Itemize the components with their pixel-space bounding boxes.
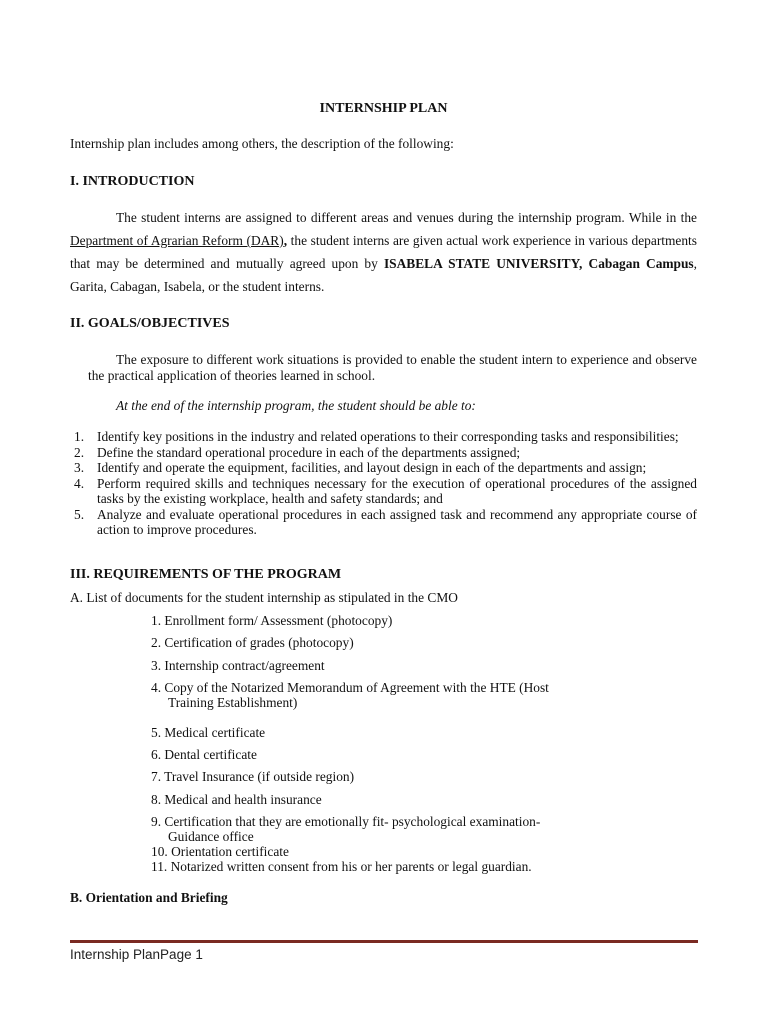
requirement-item: 5. Medical certificate (151, 725, 266, 740)
requirement-item-continued: Training Establishment) (168, 695, 298, 710)
requirement-item: 3. Internship contract/agreement (151, 658, 325, 673)
requirement-item: 6. Dental certificate (151, 747, 257, 762)
page-footer: Internship PlanPage 1 (70, 947, 203, 962)
list-item: 4. Perform required skills and techniques necessary for the execution of operational procedures of the assigned tasks by the existing workplace, health and safety standards; and (74, 475, 697, 506)
requirement-item-continued: Guidance office (168, 829, 254, 844)
requirement-item: 4. Copy of the Notarized Memorandum of Agreement with the HTE (Host (151, 680, 549, 695)
list-item: 5. Analyze and evaluate operational procedures in each assigned task and recommend any appropriate course of action to improve procedures. (74, 506, 697, 537)
requirement-item: 2. Certification of grades (photocopy) (151, 635, 354, 650)
intro-text-part1: The student interns are assigned to different areas and venues during the internship program. While in the (116, 210, 697, 225)
requirement-item: 7. Travel Insurance (if outside region) (151, 769, 355, 784)
intro-line: Internship plan includes among others, the description of the following: (70, 136, 454, 151)
requirement-item: 10. Orientation certificate (151, 844, 289, 859)
introduction-paragraph (70, 206, 697, 298)
requirement-item: 8. Medical and health insurance (151, 792, 322, 807)
objectives-list (70, 429, 697, 538)
list-item: 3. Identify and operate the equipment, facilities, and layout design in each of the departments and assign; (74, 460, 647, 475)
dar-comma: , (283, 233, 288, 248)
section-requirements-heading: III. REQUIREMENTS OF THE PROGRAM (70, 567, 342, 582)
list-item: 1. Identify key positions in the industry and related operations to their corresponding tasks and responsibilities; (74, 429, 679, 444)
documents-list-heading: A. List of documents for the student internship as stipulated in the CMO (70, 590, 458, 605)
goals-paragraph: The exposure to different work situations is provided to enable the student intern to experience and observe the practical application of theories learned in school. (88, 352, 697, 383)
university-name: ISABELA STATE UNIVERSITY, (383, 256, 583, 271)
footer-rule (70, 940, 698, 943)
list-item: 2. Define the standard operational procedure in each of the departments assigned; (74, 444, 521, 460)
intro-text-part2: the student interns are given actual work experience in various departments that may be determined and mutually agreed upon by (70, 233, 697, 271)
section-goals-heading: II. GOALS/OBJECTIVES (70, 316, 230, 331)
orientation-heading: B. Orientation and Briefing (70, 890, 228, 905)
campus-name: Cabagan Campus (588, 256, 694, 271)
section-introduction-heading: I. INTRODUCTION (70, 174, 195, 189)
requirement-item: 11. Notarized written consent from his or her parents or legal guardian. (151, 859, 532, 874)
document-title: INTERNSHIP PLAN (319, 101, 448, 116)
requirement-item: 9. Certification that they are emotionally fit- psychological examination- (151, 814, 541, 829)
dar-link-text: Department of Agrarian Reform (DAR) (70, 233, 284, 248)
intro-text-part3: , Garita, Cabagan, Isabela, or the student interns. (70, 256, 698, 294)
goals-italic-intro: At the end of the internship program, the student should be able to: (116, 398, 476, 413)
requirement-item: 1. Enrollment form/ Assessment (photocopy) (151, 613, 393, 628)
